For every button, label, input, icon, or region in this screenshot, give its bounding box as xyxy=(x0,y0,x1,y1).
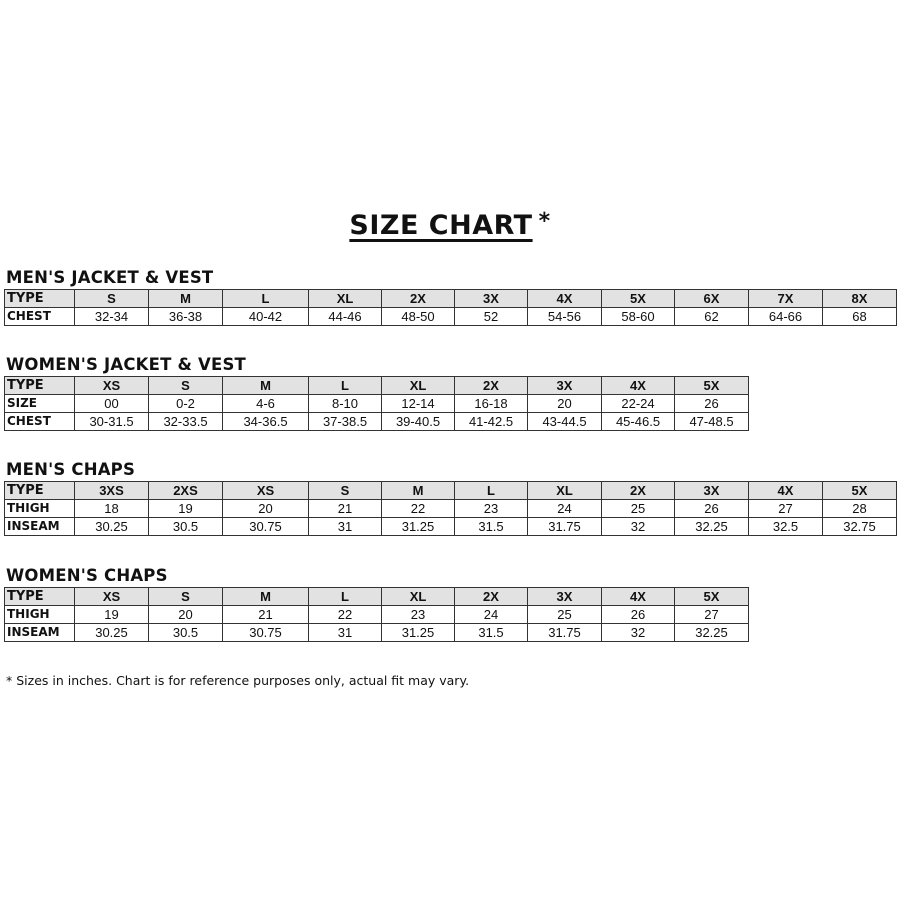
row-label: INSEAM xyxy=(5,624,75,642)
measurement-cell: 37-38.5 xyxy=(309,413,382,431)
size-header-cell: L xyxy=(309,588,382,606)
measurement-cell: 31.25 xyxy=(382,518,455,536)
measurement-cell: 23 xyxy=(382,606,455,624)
size-header-cell: 5X xyxy=(675,588,749,606)
measurement-cell: 32.25 xyxy=(675,624,749,642)
measurement-cell: 44-46 xyxy=(309,308,382,326)
row-label: THIGH xyxy=(5,500,75,518)
section-mens-chaps xyxy=(4,459,897,536)
measurement-cell: 32-34 xyxy=(75,308,149,326)
measurement-cell: 68 xyxy=(823,308,897,326)
measurement-cell: 27 xyxy=(749,500,823,518)
size-header-cell: XL xyxy=(528,482,602,500)
measurement-cell: 40-42 xyxy=(223,308,309,326)
table-row xyxy=(5,413,749,431)
size-header-cell: 2X xyxy=(602,482,675,500)
size-header-cell: 3X xyxy=(528,377,602,395)
measurement-cell: 26 xyxy=(675,500,749,518)
section-heading: WOMEN'S CHAPS xyxy=(6,566,168,585)
page-title xyxy=(0,204,900,244)
size-header-cell: L xyxy=(455,482,528,500)
size-header-cell: XL xyxy=(382,588,455,606)
measurement-cell: 54-56 xyxy=(528,308,602,326)
measurement-cell: 22 xyxy=(309,606,382,624)
measurement-cell: 19 xyxy=(149,500,223,518)
size-header-cell: 6X xyxy=(675,290,749,308)
size-header-cell: 3X xyxy=(528,588,602,606)
table-row xyxy=(5,500,897,518)
measurement-cell: 26 xyxy=(675,395,749,413)
measurement-cell: 30.5 xyxy=(149,518,223,536)
size-header-cell: XS xyxy=(223,482,309,500)
measurement-cell: 16-18 xyxy=(455,395,528,413)
measurement-cell: 43-44.5 xyxy=(528,413,602,431)
size-header-cell: S xyxy=(149,377,223,395)
size-header-cell: M xyxy=(149,290,223,308)
measurement-cell: 52 xyxy=(455,308,528,326)
size-header-cell: 5X xyxy=(823,482,897,500)
size-header-cell: 4X xyxy=(749,482,823,500)
measurement-cell: 30.25 xyxy=(75,518,149,536)
size-header-cell: XL xyxy=(309,290,382,308)
size-header-cell: 3X xyxy=(455,290,528,308)
size-header-cell: 4X xyxy=(602,377,675,395)
section-womens-chaps xyxy=(4,565,749,642)
size-header-cell: 4X xyxy=(528,290,602,308)
measurement-cell: 47-48.5 xyxy=(675,413,749,431)
measurement-cell: 24 xyxy=(528,500,602,518)
measurement-cell: 20 xyxy=(149,606,223,624)
size-header-cell: 3XS xyxy=(75,482,149,500)
measurement-cell: 34-36.5 xyxy=(223,413,309,431)
measurement-cell: 31 xyxy=(309,624,382,642)
size-header-cell: XS xyxy=(75,588,149,606)
measurement-cell: 31.75 xyxy=(528,624,602,642)
measurement-cell: 31.75 xyxy=(528,518,602,536)
size-header-cell: S xyxy=(309,482,382,500)
measurement-cell: 22 xyxy=(382,500,455,518)
page-title-text: SIZE CHART xyxy=(349,210,533,241)
section-heading: WOMEN'S JACKET & VEST xyxy=(6,355,246,374)
size-header-cell: L xyxy=(223,290,309,308)
row-label: TYPE xyxy=(5,377,75,395)
measurement-cell: 30.5 xyxy=(149,624,223,642)
measurement-cell: 41-42.5 xyxy=(455,413,528,431)
measurement-cell: 32-33.5 xyxy=(149,413,223,431)
row-label: TYPE xyxy=(5,482,75,500)
measurement-cell: 26 xyxy=(602,606,675,624)
measurement-cell: 00 xyxy=(75,395,149,413)
measurement-cell: 0-2 xyxy=(149,395,223,413)
table-row xyxy=(5,518,897,536)
size-header-cell: 5X xyxy=(675,377,749,395)
measurement-cell: 22-24 xyxy=(602,395,675,413)
size-header-cell: 2X xyxy=(382,290,455,308)
size-table xyxy=(4,587,749,642)
measurement-cell: 64-66 xyxy=(749,308,823,326)
size-header-cell: 2XS xyxy=(149,482,223,500)
table-header-row xyxy=(5,290,897,308)
measurement-cell: 32 xyxy=(602,624,675,642)
table-row xyxy=(5,606,749,624)
measurement-cell: 32.5 xyxy=(749,518,823,536)
measurement-cell: 20 xyxy=(528,395,602,413)
measurement-cell: 30-31.5 xyxy=(75,413,149,431)
row-label: INSEAM xyxy=(5,518,75,536)
table-row xyxy=(5,395,749,413)
measurement-cell: 19 xyxy=(75,606,149,624)
table-header-row xyxy=(5,588,749,606)
measurement-cell: 21 xyxy=(223,606,309,624)
size-header-cell: 7X xyxy=(749,290,823,308)
measurement-cell: 48-50 xyxy=(382,308,455,326)
measurement-cell: 12-14 xyxy=(382,395,455,413)
row-label: CHEST xyxy=(5,308,75,326)
section-heading: MEN'S JACKET & VEST xyxy=(6,268,214,287)
size-header-cell: S xyxy=(75,290,149,308)
measurement-cell: 32.25 xyxy=(675,518,749,536)
measurement-cell: 31.5 xyxy=(455,518,528,536)
measurement-cell: 32.75 xyxy=(823,518,897,536)
measurement-cell: 25 xyxy=(528,606,602,624)
size-header-cell: 2X xyxy=(455,588,528,606)
size-header-cell: M xyxy=(223,588,309,606)
table-header-row xyxy=(5,482,897,500)
measurement-cell: 21 xyxy=(309,500,382,518)
measurement-cell: 27 xyxy=(675,606,749,624)
measurement-cell: 30.75 xyxy=(223,624,309,642)
measurement-cell: 39-40.5 xyxy=(382,413,455,431)
table-row xyxy=(5,624,749,642)
measurement-cell: 18 xyxy=(75,500,149,518)
measurement-cell: 62 xyxy=(675,308,749,326)
size-header-cell: XS xyxy=(75,377,149,395)
measurement-cell: 31.5 xyxy=(455,624,528,642)
size-header-cell: 2X xyxy=(455,377,528,395)
size-header-cell: M xyxy=(382,482,455,500)
measurement-cell: 30.75 xyxy=(223,518,309,536)
measurement-cell: 31 xyxy=(309,518,382,536)
size-header-cell: 4X xyxy=(602,588,675,606)
size-header-cell: XL xyxy=(382,377,455,395)
size-header-cell: 5X xyxy=(602,290,675,308)
size-header-cell: L xyxy=(309,377,382,395)
size-header-cell: 8X xyxy=(823,290,897,308)
size-table xyxy=(4,289,897,326)
page-title-asterisk: * xyxy=(538,209,551,234)
table-row xyxy=(5,308,897,326)
footnote: * Sizes in inches. Chart is for reference purposes only, actual fit may vary. xyxy=(6,673,470,688)
table-header-row xyxy=(5,377,749,395)
row-label: TYPE xyxy=(5,588,75,606)
measurement-cell: 24 xyxy=(455,606,528,624)
measurement-cell: 23 xyxy=(455,500,528,518)
size-header-cell: S xyxy=(149,588,223,606)
measurement-cell: 36-38 xyxy=(149,308,223,326)
size-table xyxy=(4,376,749,431)
row-label: CHEST xyxy=(5,413,75,431)
measurement-cell: 28 xyxy=(823,500,897,518)
measurement-cell: 8-10 xyxy=(309,395,382,413)
row-label: THIGH xyxy=(5,606,75,624)
section-mens-jacket-vest xyxy=(4,267,897,326)
size-table xyxy=(4,481,897,536)
section-heading: MEN'S CHAPS xyxy=(6,460,136,479)
size-header-cell: 3X xyxy=(675,482,749,500)
size-header-cell: M xyxy=(223,377,309,395)
section-womens-jacket-vest xyxy=(4,354,749,431)
row-label: TYPE xyxy=(5,290,75,308)
measurement-cell: 30.25 xyxy=(75,624,149,642)
measurement-cell: 25 xyxy=(602,500,675,518)
measurement-cell: 31.25 xyxy=(382,624,455,642)
measurement-cell: 58-60 xyxy=(602,308,675,326)
measurement-cell: 32 xyxy=(602,518,675,536)
row-label: SIZE xyxy=(5,395,75,413)
measurement-cell: 4-6 xyxy=(223,395,309,413)
measurement-cell: 20 xyxy=(223,500,309,518)
measurement-cell: 45-46.5 xyxy=(602,413,675,431)
